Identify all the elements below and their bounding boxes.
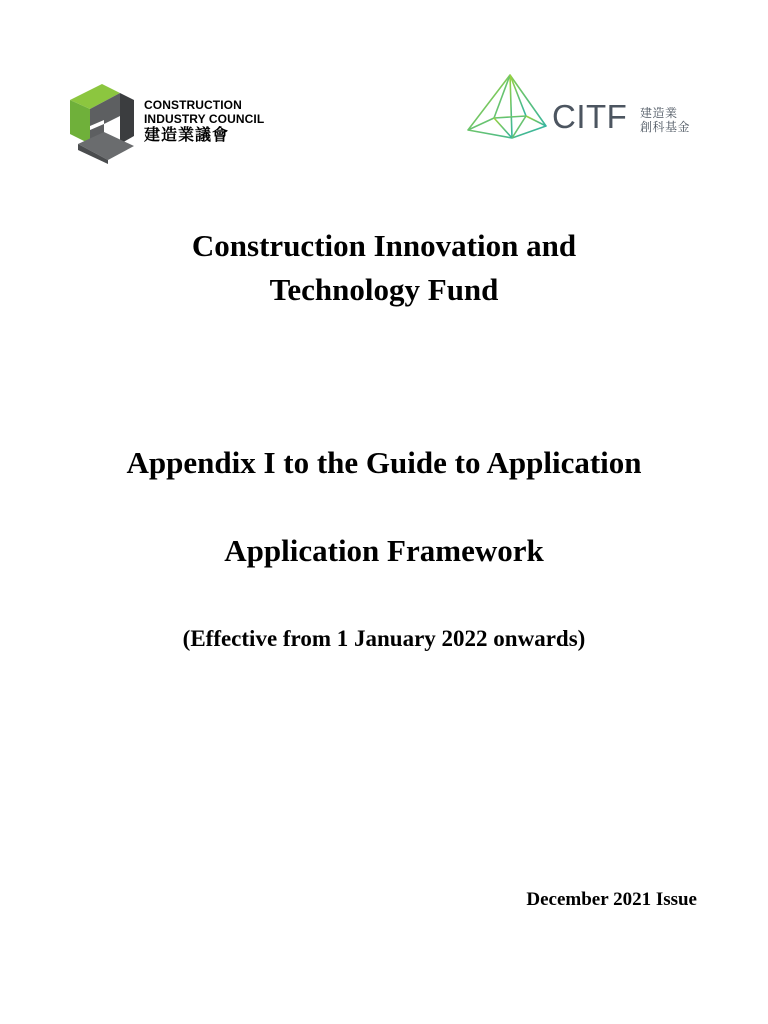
citf-zh-line2: 創科基金 (640, 120, 691, 134)
document-title (0, 224, 768, 312)
cic-name-zh: 建造業議會 (144, 127, 230, 144)
framework-heading: Application Framework (224, 533, 544, 568)
title-line2: Technology Fund (269, 272, 499, 307)
citf-logo (464, 72, 704, 144)
effective-date: (Effective from 1 January 2022 onwards) (182, 626, 586, 651)
citf-name-zh (640, 106, 690, 134)
issue-date: December 2021 Issue (526, 889, 697, 910)
cic-name (144, 98, 264, 146)
appendix-heading: Appendix I to the Guide to Application (126, 445, 642, 480)
cic-name-line2: INDUSTRY COUNCIL (144, 112, 265, 126)
cic-logo (68, 82, 278, 168)
citf-logo-mark-icon (464, 72, 550, 142)
cic-name-line1: CONSTRUCTION (144, 98, 242, 112)
title-line1: Construction Innovation and (191, 228, 577, 263)
citf-wordmark: CITF (552, 98, 628, 135)
citf-zh-line1: 建造業 (640, 106, 678, 120)
cic-logo-mark-icon (68, 82, 136, 166)
